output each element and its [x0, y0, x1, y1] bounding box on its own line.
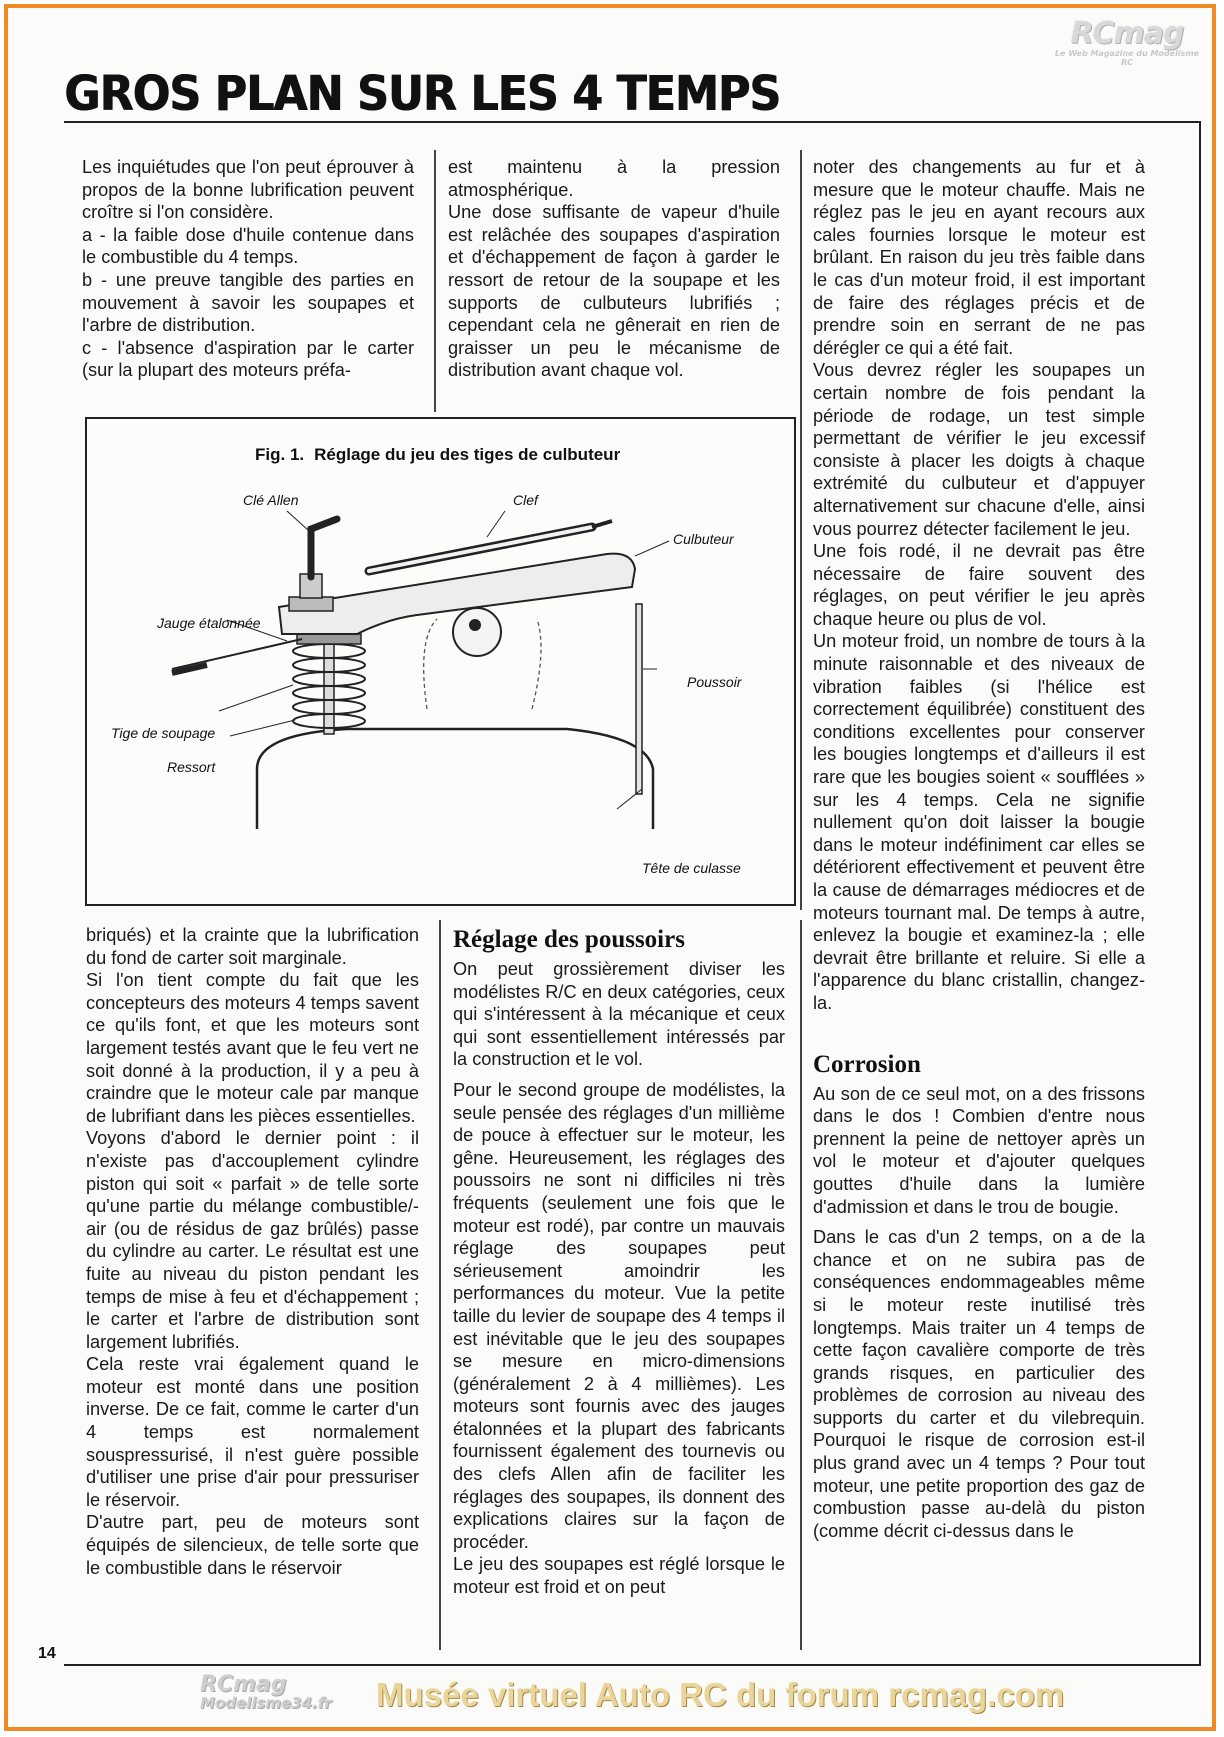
column-3: [813, 156, 1145, 1542]
paragraph: On peut grossièrement diviser les modélistes R/C en deux catégories, ceux qui s'intéressent à la mécanique et ceux qui sont essentiellement intéressés par la construction et le vol.: [453, 959, 785, 1070]
column-1-bottom: [86, 924, 419, 1579]
figure-1: [85, 417, 796, 906]
paragraph: Vous devrez régler les soupapes un certain nombre de fois pendant la période de rodage, un test simple permettant de vérifier le jeu excessif consiste à placer les doigts à chaque extrémité du culbuteur et d'appuyer alternativement sur chacune d'elle, ainsi vous pourrez détecter facilement le jeu.: [813, 360, 1145, 539]
valve-adjustment-illustration: [87, 419, 794, 904]
paragraph: Voyons d'abord le dernier point : il n'existe pas d'accouplement cylindre piston qui soit « parfait » de telle sorte qu'une partie du mélange combustible/-air (ou de résidus de gaz brûlés) passe du cylindre au carter. Le résultat est une fuite au niveau du piston pendant les temps de mise à feu et d'échappement ; le carter et l'arbre de distribution sont largement lubrifiés.: [86, 1128, 419, 1352]
column-2-bottom: [453, 924, 785, 1599]
paragraph: briqués) et la crainte que la lubrification du fond de carter soit marginale.: [86, 925, 419, 968]
paragraph: Une dose suffisante de vapeur d'huile est relâchée des soupapes d'aspiration et d'échappement de façon à garder le ressort de retour de la soupape et les supports de culbuteurs lubrifiés ; cependant cela ne gênerait en rien de graisser un peu le mécanisme de distribution avant chaque vol.: [448, 202, 780, 381]
paragraph: Les inquiétudes que l'on peut éprouver à propos de la bonne lubrification peuvent croître si l'on considère.: [82, 157, 414, 223]
footer-logo-line1: RCmag: [200, 1672, 287, 1697]
paragraph: noter des changements au fur et à mesure que le moteur chauffe. Mais ne réglez pas le jeu en ayant recours aux cales fournies lorsque le moteur est brûlant. En raison du jeu très faible dans le cas d'un moteur froid, il est important de faire des réglages précis et de prendre soin en serrant de ne pas dérégler ce qui a été fait.: [813, 157, 1145, 358]
label-jauge: Jauge étalonnée: [157, 615, 261, 631]
label-ressort: Ressort: [167, 759, 216, 775]
page-number: 14: [38, 1645, 56, 1662]
paragraph: Au son de ce seul mot, on a des frissons dans le dos ! Combien d'entre nous prennent la peine de nettoyer après un vol le moteur et d'ajouter quelques gouttes d'huile dans la lumière d'admission et dans le trou de bougie.: [813, 1083, 1145, 1217]
paragraph: Le jeu des soupapes est réglé lorsque le moteur est froid et on peut: [453, 1554, 785, 1598]
label-clef: Clef: [513, 492, 538, 508]
paragraph: Une fois rodé, il ne devrait pas être nécessaire de faire souvent des réglages, on peut vérifier le jeu après chaque heure ou plus de vol.: [813, 541, 1145, 629]
section-heading-poussoirs: Réglage des poussoirs: [453, 926, 685, 953]
footer-banner: Musée virtuel Auto RC du forum rcmag.com: [376, 1676, 1065, 1713]
label-tige: Tige de soupage: [111, 725, 216, 741]
column-2-top: [448, 156, 780, 382]
page-headline: GROS PLAN SUR LES 4 TEMPS: [64, 66, 781, 122]
paragraph: a - la faible dose d'huile contenue dans le combustible du 4 temps.: [82, 224, 414, 268]
paragraph: Dans le cas d'un 2 temps, on a de la chance et on ne subira pas de conséquences endommageables même si le moteur reste inutilisé très longtemps. Mais traiter un 4 temps de cette façon cavalière comporte de très grands risques, en particulier des problèmes de corrosion au niveau des supports du carter et du vilebrequin. Pourquoi le risque de corrosion est-il plus grand avec un 4 temps ? Pour tout moteur, une petite proportion des gaz de combustion passe au-delà du piston (comme décrit ci-dessus dans le: [813, 1227, 1145, 1541]
column-divider-top-2: [800, 150, 802, 910]
paragraph: b - une preuve tangible des parties en mouvement à savoir les soupapes et l'arbre de distribution.: [82, 269, 414, 336]
section-heading-corrosion: Corrosion: [813, 1050, 921, 1078]
label-poussoir: Poussoir: [687, 674, 742, 690]
column-divider-bottom-1: [439, 920, 441, 1650]
figure-number: Fig. 1.: [255, 445, 305, 464]
figure-title: Réglage du jeu des tiges de culbuteur: [314, 445, 621, 464]
paragraph: Cela reste vrai également quand le moteur est monté dans une position inverse. De ce fait, comme le carter d'un 4 temps est normalement souspressurisé, il n'est guère possible d'utiliser une prise d'air pour pressuriser le réservoir.: [86, 1354, 419, 1510]
column-divider-top-1: [434, 150, 436, 412]
paragraph: D'autre part, peu de moteurs sont équipés de silencieux, de telle sorte que le combustible dans le réservoir: [86, 1512, 419, 1578]
paragraph: c - l'absence d'aspiration par le carter (sur la plupart des moteurs préfa-: [82, 337, 414, 381]
label-cle-allen: Clé Allen: [243, 492, 299, 508]
rcmag-logo-tagline: Le Web Magazine du Modélisme RC: [1054, 49, 1200, 67]
label-culbuteur: Culbuteur: [673, 531, 734, 547]
footer-logo-line2: Modelisme34.fr: [200, 1694, 332, 1712]
paragraph: est maintenu à la pression atmosphérique.: [448, 157, 780, 200]
rcmag-logo: [1052, 16, 1202, 67]
column-1-top: [82, 156, 414, 382]
rcmag-logo-text: RCmag: [1070, 16, 1184, 51]
label-tete: Tête de culasse: [642, 860, 741, 876]
paragraph: Un moteur froid, un nombre de tours à la minute raisonnable et des niveaux de vibration faibles (si l'hélice est correctement équilibrée) constituent des conditions excellentes pour conserver les bougies longtemps et d'ailleurs il est rare que les bougies soient « soufflées » sur les 4 temps. Cela ne signifie nullement qu'on doit laisser la bougie dans le moteur indéfiniment car elles se détériorent effectivement et peuvent être la cause de démarrages médiocres et de moteurs tournant mal. De temps à autre, enlevez la bougie et examinez-la ; elle devrait être brillante et reluire. Si elle a l'apparence du blanc cristallin, changez-la.: [813, 631, 1145, 1013]
column-divider-bottom-2: [800, 920, 802, 1650]
paragraph: Pour le second groupe de modélistes, la seule pensée des réglages d'un millième de pouce à effectuer sur le moteur, les gêne. Heureusement, les réglages des poussoirs ne sont ni difficiles ni très fréquents (seulement une fois que le moteur est rodé), par contre un mauvais réglage des soupapes peut sérieusement amoindrir les performances du moteur. Vue la petite taille du levier de soupape des 4 temps il est inévitable que le jeu des soupapes se mesure en micro-dimensions (généralement 2 à 4 millièmes). Les moteurs sont fournis avec des jauges étalonnées et la plupart des fabricants fournissent également des tournevis ou des clefs Allen afin de faciliter les réglages des soupapes, ils donnent des explications claires sur la façon de procéder.: [453, 1079, 785, 1552]
footer-logo: [200, 1672, 332, 1712]
paragraph: Si l'on tient compte du fait que les concepteurs des moteurs 4 temps savent ce qu'ils font, et que les moteurs sont largement testés avant que le feu vert ne soit donné à la production, il y a peu à craindre que le moteur cale par manque de lubrifiant dans les pièces essentielles.: [86, 970, 419, 1126]
